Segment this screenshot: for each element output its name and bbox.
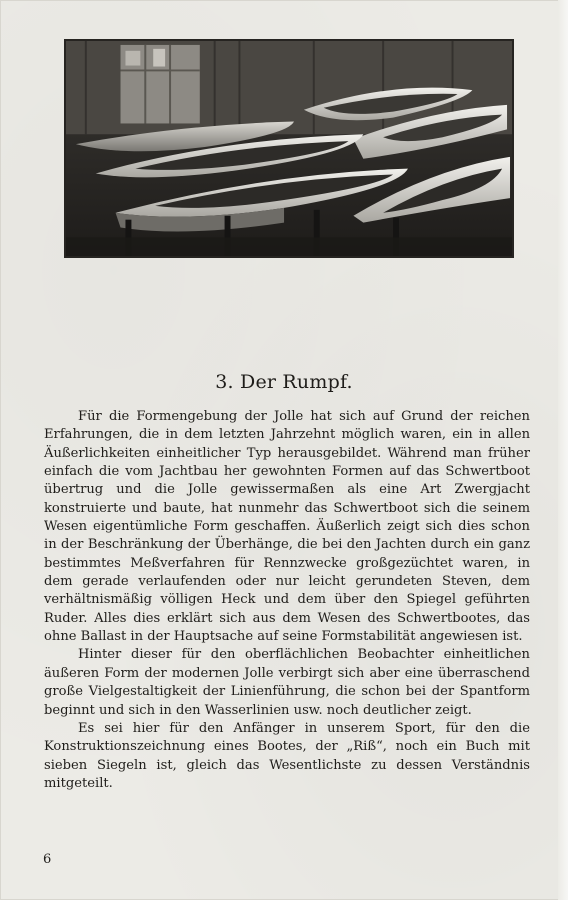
page-edge <box>558 0 568 900</box>
paragraph: Hinter dieser für den oberflächlichen Beobachter einheitlichen äußeren Form der modernen Jolle verbirgt sich aber eine überraschend große Vielgestaltigkeit der Linienführung, die schon bei der Spantform beginnt und sich in den Wasserlinien usw. noch deutlicher zeigt. <box>44 647 530 718</box>
body-text <box>44 408 530 793</box>
photo-illustration <box>66 41 512 256</box>
chapter-heading: 3. Der Rumpf. <box>215 371 353 393</box>
page-number: 6 <box>43 852 52 867</box>
paragraph: Es sei hier für den Anfänger in unserem Sport, für den die Konstruktionszeichnung eines Bootes, der „Riß“, noch ein Buch mit sieben Siegeln ist, gleich das Wesentlichste zu dessen Verständnis mitgeteilt. <box>44 720 530 791</box>
photo-sailing-dinghy-hulls <box>64 39 514 258</box>
paragraph: Für die Formengebung der Jolle hat sich auf Grund der reichen Erfahrungen, die in dem letzten Jahrzehnt möglich waren, ein in allen Äußerlichkeiten einheitlicher Typ herausgebildet. Während man früher einfach die vom Jachtbau her gewohnten Formen auf das Schwertboot übertrug und die Jolle gewissermaßen als eine Art Zwergjacht konstruierte und baute, hat nunmehr das Schwertboot sich die seinem Wesen eigentümliche Form geschaffen. Äußerlich zeigt sich dies schon in der Beschränkung der Überhänge, die bei den Jachten durch ein ganz bestimmtes Meßverfahren für Rennzwecke großgezüchtet waren, in dem gerade verlaufenden oder nur leicht gerundeten Steven, dem verhältnismäßig völligen Heck und dem über den Spiegel geführten Ruder. Alles dies erklärt sich aus dem Wesen des Schwertbootes, das ohne Ballast in der Hauptsache auf seine Formstabilität angewiesen ist. <box>44 409 530 645</box>
